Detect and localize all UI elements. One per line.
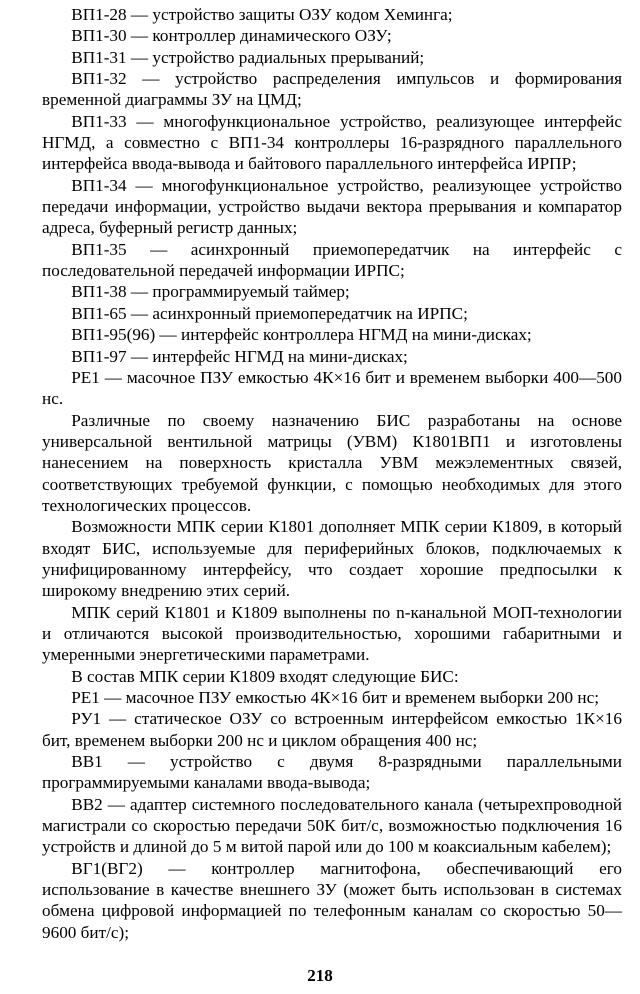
paragraph: ВП1-33 — многофункциональное устройство, реализующее интерфейс НГМД, а совместно с ВП1-34 контроллеры 16-разрядного параллельного интерфейса ввода-вывода и байтового параллельного интерфейса ИРПР;: [42, 111, 622, 174]
page-number: 218: [307, 966, 333, 985]
paragraph: ВП1-28 — устройство защиты ОЗУ кодом Хеминга;: [71, 5, 453, 24]
paragraph: ВГ1(ВГ2) — контроллер магнитофона, обеспечивающий его использование в качестве внешнего ЗУ (может быть использован в системах обмена цифровой информацией по телефонным каналам со скоростью 50—9600 бит/с);: [42, 858, 622, 942]
paragraph: РЕ1 — масочное ПЗУ емкостью 4К×16 бит и временем выборки 400—500 нс.: [42, 367, 622, 409]
paragraph: В состав МПК серии К1809 входят следующие БИС:: [71, 666, 459, 686]
body-text: [42, 4, 622, 943]
paragraph: ВП1-35 — асинхронный приемопередатчик на интерфейс с последовательной передачей информации ИРПС;: [42, 239, 622, 281]
paragraph: Различные по своему назначению БИС разработаны на основе универсальной вентильной матрицы (УВМ) К1801ВП1 и изготовлены нанесением на поверхность кристалла УВМ межэлементных связей, соответствующих требуемой функции, с помощью необходимых для этого технологических процессов.: [42, 410, 622, 515]
paragraph: РЕ1 — масочное ПЗУ емкостью 4К×16 бит и временем выборки 200 нс;: [71, 688, 600, 707]
paragraph: ВП1-95(96) — интерфейс контроллера НГМД на мини-дисках;: [71, 325, 532, 345]
paragraph: ВП1-38 — программируемый таймер;: [71, 282, 350, 302]
paragraph: ВП1-31 — устройство радиальных прерываний;: [71, 47, 425, 67]
paragraph: ВВ2 — адаптер системного последовательного канала (четырехпроводной магистрали со скоростью передачи 50К бит/с, возможностью подключения 16 устройств и длиной до 5 м витой парой или до 100 м коаксиальным кабелем);: [42, 794, 622, 857]
paragraph: ВП1-34 — многофункциональное устройство, реализующее устройство передачи информации, устройство выдачи вектора прерывания и компаратор адреса, буферный регистр данных;: [42, 175, 622, 238]
paragraph: ВП1-30 — контроллер динамического ОЗУ;: [71, 26, 392, 46]
paragraph: ВП1-32 — устройство распределения импульсов и формирования временной диаграммы ЗУ на ЦМД;: [42, 69, 622, 110]
paragraph: ВП1-65 — асинхронный приемопередатчик на ИРПС;: [71, 303, 468, 323]
paragraph: Возможности МПК серии К1801 дополняет МПК серии К1809, в который входят БИС, используемые для периферийных блоков, подключаемых к унифицированному интерфейсу, что создает хорошие предпосылки к широкому внедрению этих серий.: [42, 517, 622, 601]
paragraph: МПК серий К1801 и К1809 выполнены по n-канальной МОП-технологии и отличаются высокой производительностью, хорошими габаритными и умеренными энергетическими параметрами.: [42, 602, 622, 665]
paragraph: ВВ1 — устройство с двумя 8-разрядными параллельными программируемыми каналами ввода-вывода;: [42, 752, 622, 793]
paragraph: РУ1 — статическое ОЗУ со встроенным интерфейсом емкостью 1К×16 бит, временем выборки 200 нс и циклом обращения 400 нс;: [42, 709, 622, 750]
paragraph: ВП1-97 — интерфейс НГМД на мини-дисках;: [71, 346, 408, 366]
